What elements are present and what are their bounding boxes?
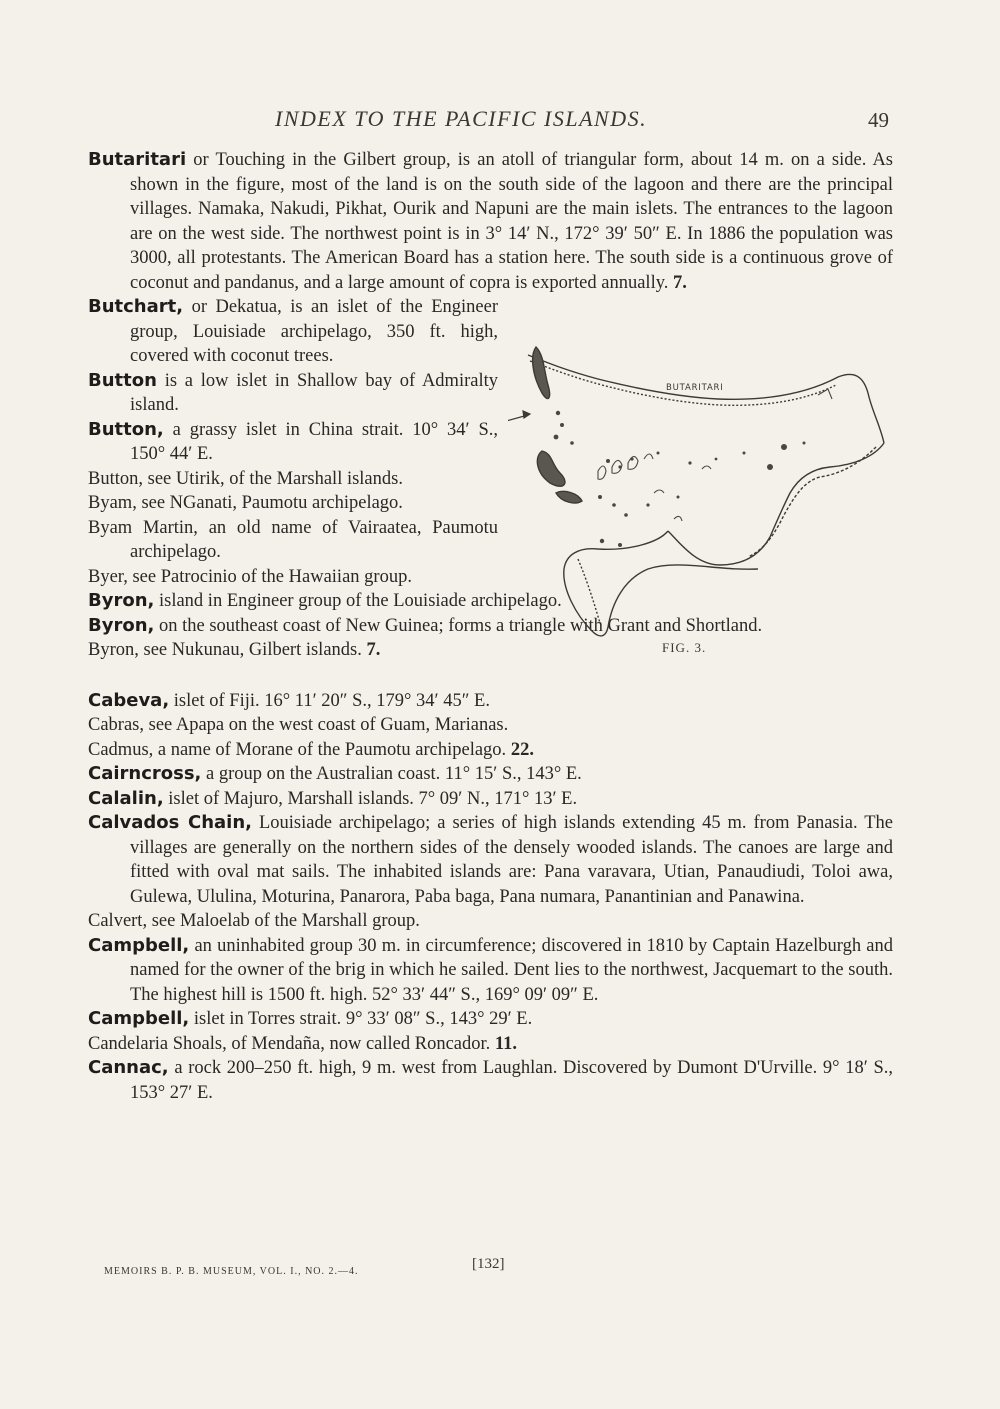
entry-text: Byam, see NGanati, Paumotu archipelago.	[88, 493, 403, 513]
index-entry	[88, 467, 498, 492]
footer-page-ref: [132]	[472, 1256, 505, 1272]
entry-headword: Campbell,	[88, 1008, 190, 1029]
entry-headword: Butchart,	[88, 296, 184, 317]
index-entry	[88, 418, 498, 467]
section-gap	[88, 663, 893, 689]
entry-reference: 11.	[490, 1033, 517, 1054]
entry-text: Calvert, see Maloelab of the Marshall group.	[88, 911, 420, 931]
index-entry	[88, 934, 893, 1008]
entry-headword: Calalin,	[88, 787, 164, 809]
index-entry	[88, 1032, 893, 1057]
entry-headword: Campbell,	[88, 934, 190, 956]
entry-reference: 7.	[361, 640, 381, 660]
entry-reference: 7.	[668, 272, 687, 293]
index-entry	[88, 295, 498, 369]
entry-group-butaritari	[88, 148, 893, 295]
index-entry	[88, 516, 498, 565]
entry-text: islet in Torres strait. 9° 33′ 08″ S., 143° 29′ E.	[189, 1009, 533, 1029]
entry-text: a rock 200–250 ft. high, 9 m. west from Laughlan. Discovered by Dumont D'Urville. 9° 18′ S., 153° 27′ E.	[130, 1058, 893, 1103]
index-entry	[88, 713, 893, 738]
entry-headword: Cairncross,	[88, 763, 202, 784]
entry-text: islet of Fiji. 16° 11′ 20″ S., 179° 34′ 45″ E.	[169, 690, 490, 711]
entry-text: islet of Majuro, Marshall islands. 7° 09′ N., 171° 13′ E.	[163, 788, 578, 809]
entry-text: a grassy islet in China strait. 10° 34′ S., 150° 44′ E.	[130, 419, 498, 464]
index-entry	[88, 1056, 893, 1105]
page-title: INDEX TO THE PACIFIC ISLANDS.	[275, 106, 648, 131]
entry-text: or Touching in the Gilbert group, is an atoll of triangular form, about 14 m. on a side. As shown in the figure, most of the land is on the south side of the lagoon and there are the principal villages. Namaka, Nakudi, Pikhat, Ourik and Napuni are the main islets. The entrances to the lagoon are on the west side. The northwest point is in 3° 14′ N., 172° 39′ 50″ E. In 1886 the population was 3000, all protestants. The American Board has a station here. The south side is a continuous grove of coconut and pandanus, and a large amount of copra is exported annually.	[130, 150, 893, 293]
entry-group-c	[88, 689, 893, 1106]
entry-text: Candelaria Shoals, of Mendaña, now called Roncador.	[88, 1033, 491, 1054]
index-entry	[88, 1007, 893, 1032]
entry-headword: Cabeva,	[88, 689, 170, 711]
map-label: BUTARITARI	[666, 383, 724, 393]
butaritari-atoll-map	[508, 333, 893, 663]
index-entry	[88, 811, 893, 909]
index-entry	[88, 787, 893, 812]
index-entry	[88, 738, 893, 763]
index-entry	[88, 148, 893, 295]
running-header	[0, 106, 1000, 140]
entry-headword: Button	[88, 369, 157, 391]
entry-headword: Calvados Chain,	[88, 812, 252, 833]
entry-text: a group on the Australian coast. 11° 15′ S., 143° E.	[201, 764, 582, 784]
entry-text: is a low islet in Shallow bay of Admiralty island.	[130, 370, 498, 415]
entry-text: Cabras, see Apapa on the west coast of Guam, Marianas.	[88, 715, 509, 735]
index-entry	[88, 491, 498, 516]
entry-headword: Butaritari	[88, 149, 187, 170]
index-entry	[88, 565, 498, 590]
entry-text: Cadmus, a name of Morane of the Paumotu archipelago.	[88, 739, 507, 760]
index-entry	[88, 369, 498, 418]
entry-text: on the southeast coast of New Guinea; forms a triangle with Grant and Shortland.	[154, 615, 763, 636]
footer-signature-line: MEMOIRS B. P. B. MUSEUM, VOL. I., NO. 2.—4.	[104, 1266, 359, 1277]
entry-headword: Cannac,	[88, 1057, 169, 1078]
entry-text: Byam Martin, an old name of Vairaatea, Paumotu archipelago.	[88, 517, 498, 562]
entry-text: Byron, see Nukunau, Gilbert islands.	[88, 640, 362, 660]
entry-text: Button, see Utirik, of the Marshall islands.	[88, 468, 403, 489]
entry-reference: 22.	[506, 739, 534, 760]
entry-text: Louisiade archipelago; a series of high islands extending 45 m. from Panasia. The villages are generally on the northern sides of the densely wooded islands. The canoes are large and fitted with oval mat sails. The inhabited islands are: Pana varavara, Utian, Panaudiudi, Toloi awa, Gulewa, Ululina, Moturina, Panarora, Paba baga, Pana numara, Panantinian and Panawina.	[130, 813, 893, 907]
entry-group-beside-figure	[88, 295, 498, 589]
entry-headword: Button,	[88, 418, 164, 440]
entry-headword: Byron,	[88, 614, 155, 636]
index-entry	[88, 909, 893, 934]
entry-text: island in Engineer group of the Louisiade archipelago.	[154, 591, 562, 611]
figure-caption: FIG. 3.	[662, 640, 707, 655]
entry-text: an uninhabited group 30 m. in circumference; discovered in 1810 by Captain Hazelburgh and named for the owner of the brig in which he sailed. Dent lies to the northwest, Jacquemart to the south. The highest hill is 1500 ft. high. 52° 33′ 44″ S., 169° 09′ 09″ E.	[130, 935, 893, 1005]
entry-text: or Dekatua, is an islet of the Engineer group, Louisiade archipelago, 350 ft. high, covered with coconut trees.	[130, 297, 498, 366]
page-number: 49	[868, 108, 889, 132]
entry-text: Byer, see Patrocinio of the Hawaiian group.	[88, 566, 412, 587]
index-entry	[88, 689, 893, 714]
entry-headword: Byron,	[88, 590, 155, 611]
index-entry	[88, 762, 893, 787]
